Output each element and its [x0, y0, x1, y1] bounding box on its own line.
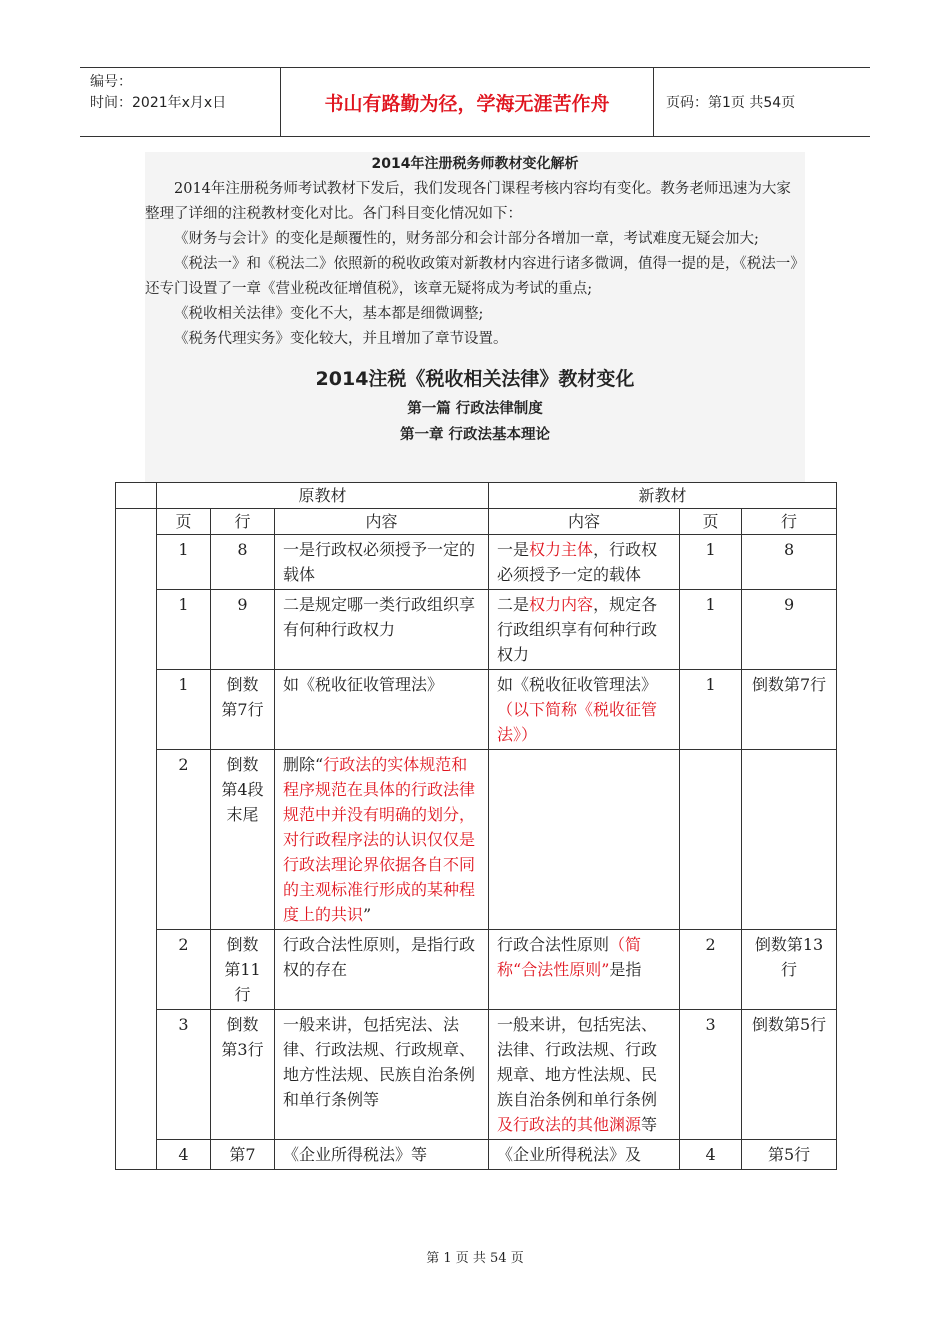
chapter-title: 第一章 行政法基本理论	[399, 427, 551, 443]
old-line-cell: 倒数第4段末尾	[211, 750, 275, 930]
col-old-page: 页	[157, 509, 211, 535]
intro-paragraph: 《税收相关法律》变化不大，基本都是细微调整;	[174, 306, 484, 322]
old-content-cell	[275, 590, 489, 670]
old-content-cell	[275, 535, 489, 590]
header-meta	[80, 68, 280, 136]
table-row	[116, 1010, 837, 1140]
text-segment: 一是行政权必须授予一定的载体	[283, 540, 476, 584]
text-segment: ，行政权必须授予一定的载体	[497, 540, 658, 584]
part-title: 第一篇 行政法律制度	[407, 401, 543, 417]
new-content-cell	[489, 535, 680, 590]
new-content-cell	[489, 670, 680, 750]
table-row	[116, 750, 837, 930]
old-line-cell: 倒数第11行	[211, 930, 275, 1010]
col-new-line: 行	[742, 509, 837, 535]
table-row	[116, 930, 837, 1010]
old-content-cell	[275, 750, 489, 930]
text-segment: 删除“	[283, 755, 324, 774]
new-line-cell: 8	[742, 535, 837, 590]
changed-text: 权力主体	[529, 540, 594, 559]
new-line-cell: 倒数第5行	[742, 1010, 837, 1140]
old-line-cell: 9	[211, 590, 275, 670]
corner-cell	[116, 483, 157, 509]
changed-text: （简称“合法性原则”	[497, 935, 642, 979]
old-line-cell: 8	[211, 535, 275, 590]
text-segment: 是指	[609, 960, 642, 979]
table-row	[116, 590, 837, 670]
table-subheader-row	[116, 509, 837, 535]
intro-paragraph: 《财务与会计》的变化是颠覆性的，财务部分和会计部分各增加一章，考试难度无疑会加大;	[174, 231, 759, 247]
new-content-cell	[489, 930, 680, 1010]
old-content-cell	[275, 1140, 489, 1170]
old-content-cell	[275, 670, 489, 750]
new-page-cell: 4	[680, 1140, 742, 1170]
new-line-cell: 9	[742, 590, 837, 670]
text-segment: 如《税收征收管理法》	[497, 675, 658, 694]
new-line-cell	[742, 750, 837, 930]
header-motto: 书山有路勤为径，学海无涯苦作舟	[280, 68, 654, 136]
date-label: 时间：2021年x月x日	[90, 95, 227, 111]
col-old-content: 内容	[275, 509, 489, 535]
table-row	[116, 1140, 837, 1170]
old-line-cell: 倒数第7行	[211, 670, 275, 750]
new-content-cell	[489, 1010, 680, 1140]
intro-paragraph: 2014年注册税务师考试教材下发后，我们发现各门课程考核内容均有变化。教务老师迅速为大家整理了详细的注税教材变化对比。各门科目变化情况如下：	[145, 181, 791, 222]
col-old-line: 行	[211, 509, 275, 535]
old-page-cell: 3	[157, 1010, 211, 1140]
old-page-cell: 4	[157, 1140, 211, 1170]
new-line-cell: 倒数第7行	[742, 670, 837, 750]
text-segment: 等	[641, 1115, 658, 1134]
new-line-cell: 第5行	[742, 1140, 837, 1170]
page-footer: 第 1 页 共 54 页	[426, 1251, 524, 1266]
comparison-table	[115, 482, 837, 1170]
table-row	[116, 670, 837, 750]
old-content-cell	[275, 930, 489, 1010]
table-header-row	[116, 483, 837, 509]
old-page-cell: 2	[157, 750, 211, 930]
changed-text: 行政法的实体规范和程序规范在具体的行政法律规范中并没有明确的划分，对行政程序法的认识仅仅是行政法理论界依据各自不同的主观标准行形成的某种程度上的共识	[283, 755, 476, 924]
code-label: 编号：	[90, 74, 132, 90]
col-new-content: 内容	[489, 509, 680, 535]
text-segment: 行政合法性原则，是指行政权的存在	[283, 935, 476, 979]
text-segment: 《企业所得税法》及	[497, 1145, 642, 1164]
new-page-cell: 1	[680, 535, 742, 590]
changed-text: （以下简称《税收征管法》）	[497, 700, 658, 744]
table-row	[116, 535, 837, 590]
old-page-cell: 1	[157, 670, 211, 750]
text-segment: ，规定各行政组织享有何种行政权力	[497, 595, 658, 664]
text-segment: ”	[363, 905, 372, 924]
left-margin-cell	[116, 509, 157, 1170]
old-content-cell	[275, 1010, 489, 1140]
new-page-cell: 1	[680, 670, 742, 750]
new-content-cell	[489, 590, 680, 670]
col-new-page: 页	[680, 509, 742, 535]
old-line-cell: 第7	[211, 1140, 275, 1170]
text-segment: 二是规定哪一类行政组织享有何种行政权力	[283, 595, 476, 639]
text-segment: 一般来讲，包括宪法、法律、行政法规、行政规章、地方性法规、民族自治条例和单行条例	[497, 1015, 658, 1109]
new-content-cell	[489, 1140, 680, 1170]
old-line-cell: 倒数第3行	[211, 1010, 275, 1140]
old-page-cell: 1	[157, 590, 211, 670]
old-page-cell: 2	[157, 930, 211, 1010]
new-header: 新教材	[489, 483, 837, 509]
new-page-cell: 3	[680, 1010, 742, 1140]
intro-title: 2014年注册税务师教材变化解析	[371, 156, 579, 172]
old-header: 原教材	[157, 483, 489, 509]
new-line-cell: 倒数第13行	[742, 930, 837, 1010]
changed-text: 及行政法的其他渊源	[497, 1115, 642, 1134]
intro-block	[145, 152, 805, 482]
text-segment: 《企业所得税法》等	[283, 1145, 428, 1164]
header-page-info: 页码：第1页 共54页	[666, 95, 796, 111]
changed-text: 权力内容	[529, 595, 594, 614]
text-segment: 二是	[497, 595, 530, 614]
text-segment: 行政合法性原则	[497, 935, 610, 954]
new-content-cell	[489, 750, 680, 930]
intro-paragraph: 《税法一》和《税法二》依照新的税收政策对新教材内容进行诸多微调，值得一提的是，《税法一》还专门设置了一章《营业税改征增值税》，该章无疑将成为考试的重点;	[145, 256, 805, 297]
page-header	[80, 67, 870, 137]
text-segment: 一是	[497, 540, 530, 559]
new-page-cell	[680, 750, 742, 930]
new-page-cell: 2	[680, 930, 742, 1010]
section-title: 2014注税《税收相关法律》教材变化	[315, 368, 635, 390]
text-segment: 如《税收征收管理法》	[283, 675, 444, 694]
text-segment: 一般来讲，包括宪法、法律、行政法规、行政规章、地方性法规、民族自治条例和单行条例等	[283, 1015, 476, 1109]
intro-paragraph: 《税务代理实务》变化较大，并且增加了章节设置。	[174, 331, 508, 347]
new-page-cell: 1	[680, 590, 742, 670]
old-page-cell: 1	[157, 535, 211, 590]
